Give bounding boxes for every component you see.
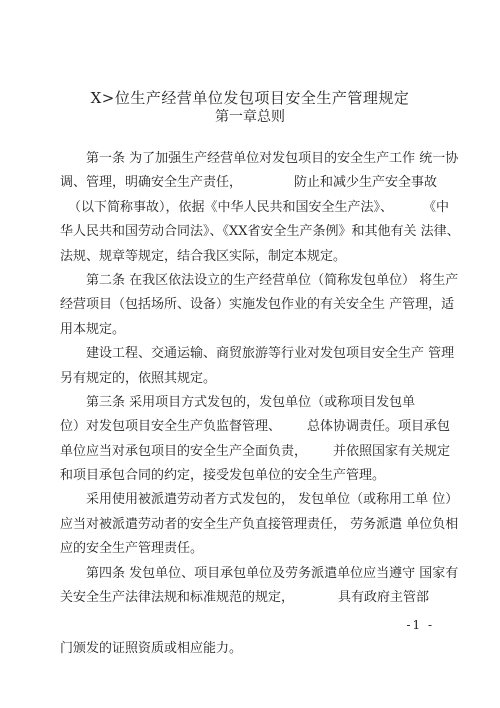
- page-number: -1 -: [406, 618, 434, 632]
- text-line: 法规、规章等规定，结合我区实际，制定本规定。: [60, 248, 347, 264]
- text-line: 用本规定。: [60, 321, 126, 337]
- text-line: 调、管理，明确安全生产责任， 防止和减少生产安全事故: [60, 175, 438, 191]
- document-title: X>位生产经营单位发包项目安全生产管理规定: [90, 89, 410, 107]
- text-line: 和项目承包合同的约定，接受发包单位的安全生产管理。: [60, 468, 386, 484]
- text-line: 建设工程、交通运输、商贸旅游等行业对发包项目安全生产 管理: [86, 346, 455, 362]
- continued-text-line: 门颁发的证照资质或相应能力。: [60, 641, 243, 656]
- text-line: 应的安全生产管理责任。: [60, 541, 204, 557]
- text-line: 采用使用被派遣劳动者方式发包的， 发包单位（或称用工单 位）: [86, 492, 459, 508]
- body-text: [60, 147, 460, 610]
- chapter-heading: 第一章总则: [215, 109, 285, 125]
- text-line: 关安全生产法律法规和标准规范的规定， 具有政府主管部: [60, 590, 430, 606]
- text-line: 位）对发包项目安全生产负监督管理、 总体协调责任。项目承包: [60, 419, 451, 435]
- text-line: 第一条 为了加强生产经营单位对发包项目的安全生产工作 统一协: [86, 151, 459, 166]
- text-line: 第三条 采用项目方式发包的，发包单位（或称项目发包单: [86, 394, 416, 410]
- text-line: （以下简称事故），依据《中华人民共和国安全生产法》、 《中: [68, 199, 450, 215]
- text-line: 华人民共和国劳动合同法》、《XX省安全生产条例》和其他有关 法律、: [60, 224, 460, 240]
- text-line: 第二条 在我区依法设立的生产经营单位（简称发包单位） 将生产: [86, 272, 459, 288]
- text-line: 另有规定的，依照其规定。: [60, 370, 217, 386]
- text-line: 经营项目（包括场所、设备）实施发包作业的有关安全生 产管理，适: [60, 297, 455, 313]
- text-line: 第四条 发包单位、项目承包单位及劳务派遣单位应当遵守 国家有: [86, 565, 459, 581]
- text-line: 应当对被派遣劳动者的安全生产负直接管理责任， 劳务派遣 单位负相: [60, 516, 459, 532]
- text-line: 单位应当对承包项目的安全生产全面负责， 并依照国家有关规定: [60, 443, 451, 459]
